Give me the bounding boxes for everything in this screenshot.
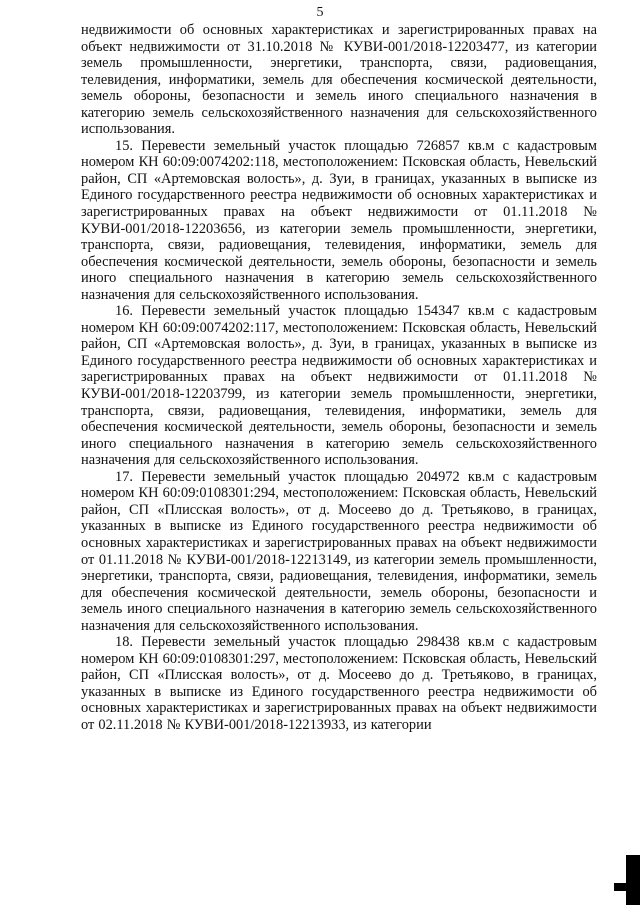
document-body: [81, 22, 597, 734]
paragraph-continuation: недвижимости об основных характеристиках и зарегистрированных правах на объект недвижимости от 31.10.2018 № КУВИ-001/2018-12203477, из категории земель промышленности, энергетики, транспорта, связи, радиовещания, телевидения, информатики, земель для обеспечения космической деятельности, земель обороны, безопасности и земель иного специального назначения в категорию земель сельскохозяйственного назначения для сельскохозяйственного использования.: [81, 22, 597, 138]
page-number: 5: [316, 5, 324, 20]
scan-edge-mark: [626, 855, 640, 905]
paragraph-item-15: 15. Перевести земельный участок площадью 726857 кв.м с кадастровым номером КН 60:09:0074202:118, местоположением: Псковская область, Невельский район, СП «Артемовская волость», д. Зуи, в границах, указанных в выписке из Единого государственного реестра недвижимости об основных характеристиках и зарегистрированных правах на объект недвижимости от 01.11.2018 № КУВИ-001/2018-12203656, из категории земель промышленности, энергетики, транспорта, связи, радиовещания, телевидения, информатики, земель для обеспечения космической деятельности, земель обороны, безопасности и земель иного специального назначения в категорию земель сельскохозяйственного назначения для сельскохозяйственного использования.: [81, 137, 597, 303]
paragraph-item-16: 16. Перевести земельный участок площадью 154347 кв.м с кадастровым номером КН 60:09:0074202:117, местоположением: Псковская область, Невельский район, СП «Артемовская волость», д. Зуи, в границах, указанных в выписке из Единого государственного реестра недвижимости об основных характеристиках и зарегистрированных правах на объект недвижимости от 01.11.2018 № КУВИ-001/2018-12203799, из категории земель промышленности, энергетики, транспорта, связи, радиовещания, телевидения, информатики, земель для обеспечения космической деятельности, земель обороны, безопасности и земель иного специального назначения в категорию земель сельскохозяйственного назначения для сельскохозяйственного использования.: [81, 303, 597, 469]
paragraph-item-17: 17. Перевести земельный участок площадью 204972 кв.м с кадастровым номером КН 60:09:0108301:294, местоположением: Псковская область, Невельский район, СП «Плисская волость», от д. Мосеево до д. Третьяково, в границах, указанных в выписке из Единого государственного реестра недвижимости об основных характеристиках и зарегистрированных правах на объект недвижимости от 01.11.2018 № КУВИ-001/2018-12213149, из категории земель промышленности, энергетики, транспорта, связи, радиовещания, телевидения, информатики, земель для обеспечения космической деятельности, земель обороны, безопасности и земель иного специального назначения в категорию земель сельскохозяйственного назначения для сельскохозяйственного использования.: [81, 468, 597, 634]
scan-edge-mark-tab: [614, 883, 640, 891]
paragraph-item-18: 18. Перевести земельный участок площадью 298438 кв.м с кадастровым номером КН 60:09:0108301:297, местоположением: Псковская область, Невельский район, СП «Плисская волость», от д. Мосеево до д. Третьяково, в границах, указанных в выписке из Единого государственного реестра недвижимости об основных характеристиках и зарегистрированных правах на объект недвижимости от 02.11.2018 № КУВИ-001/2018-12213933, из категории: [81, 634, 597, 733]
